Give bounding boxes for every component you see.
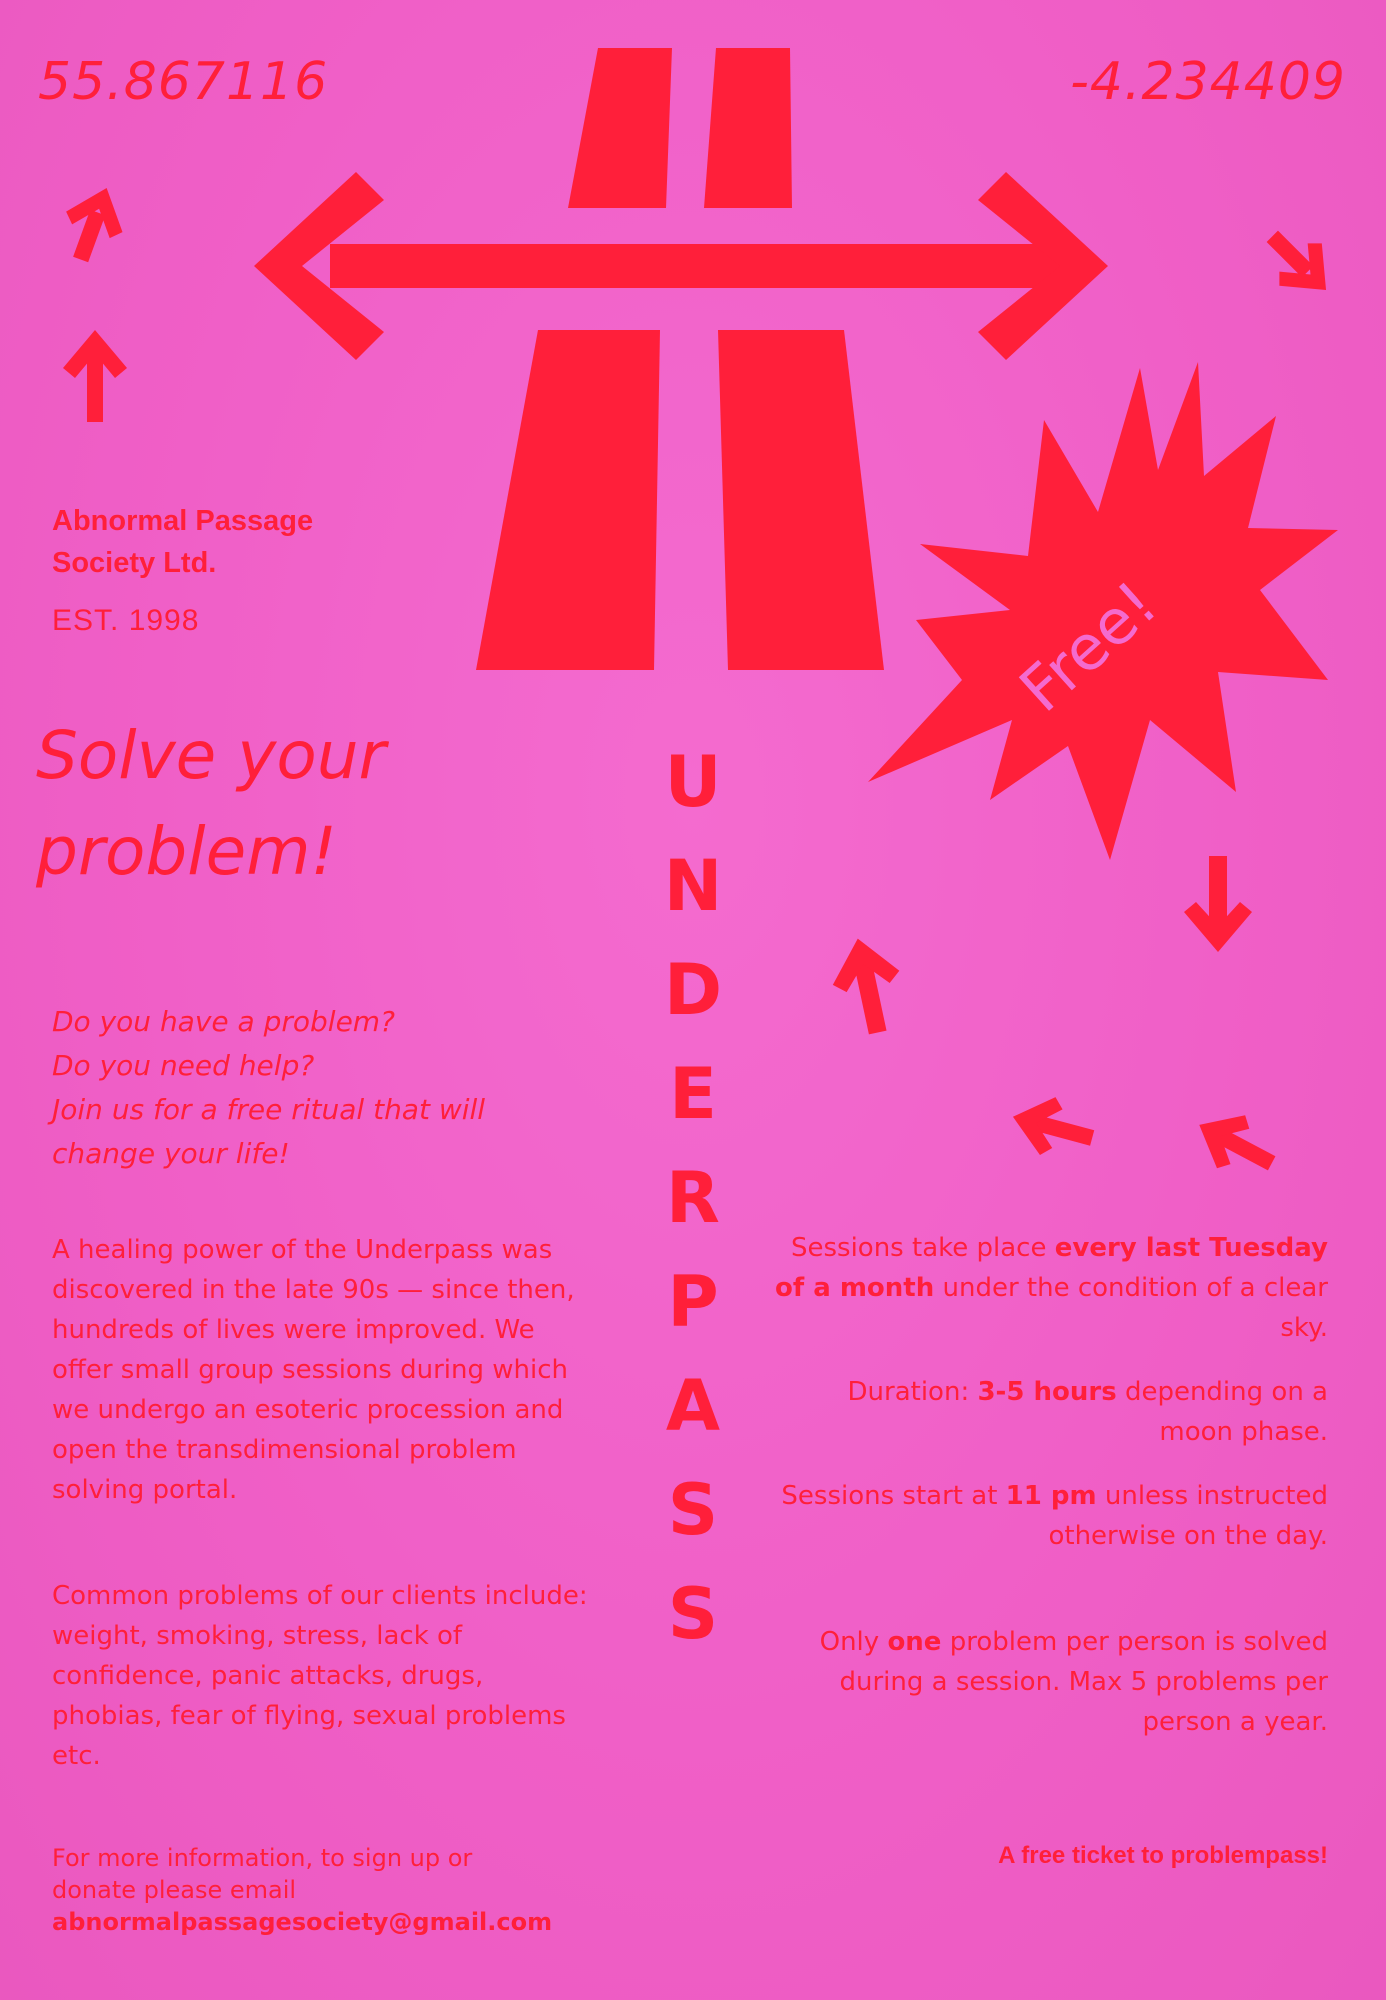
session-text: Sessions take place [790,1233,1055,1263]
session-emphasis: 3-5 hours [977,1377,1117,1407]
session-text: Duration: [847,1377,978,1407]
motorway-lane-top-right [704,48,792,208]
motorway-lane-top-left [568,48,672,208]
arrow-icon [63,330,127,422]
session-text: problem per person is solved during a session. Max 5 problems per person a year. [839,1627,1328,1737]
session-schedule [768,1228,1328,1348]
session-text: Only [819,1627,888,1657]
organization-line-1: Abnormal Passage [52,505,314,537]
vertical-letter: R [666,1157,720,1239]
arrow-icon [52,178,134,270]
latitude-text: 55.867116 [38,52,329,112]
arrow-icon [825,932,911,1040]
motorway-lane-bottom-left [476,330,660,670]
tagline: A free ticket to problempass! [998,1842,1328,1869]
question-line: Join us for a free ritual that will [52,1093,486,1126]
vertical-letter: P [667,1261,719,1343]
session-start-time [768,1476,1328,1556]
organization-name [52,500,313,584]
headline [36,708,596,900]
contact-block [52,1842,552,1938]
session-duration [768,1372,1328,1452]
double-arrow-icon [254,172,1108,360]
vertical-letter: E [669,1053,717,1135]
arrow-icon [1185,1098,1286,1189]
established-text: EST. 1998 [52,604,200,637]
body-paragraph-2: Common problems of our clients include: weight, smoking, stress, lack of confidence, panic attacks, drugs, phobias, fear of flying, sexual problems etc. [52,1581,588,1771]
session-emphasis: 11 pm [1005,1481,1097,1511]
question-line: Do you have a problem? [52,1005,395,1038]
vertical-underpass-word [648,730,738,1666]
session-emphasis: one [887,1627,942,1657]
headline-line-2: problem! [36,813,337,890]
longitude-text: -4.234409 [1070,52,1346,112]
vertical-letter: D [663,949,723,1031]
arrow-icon [1251,215,1347,311]
vertical-letter: A [665,1365,721,1447]
session-limit [768,1622,1328,1742]
session-text: depending on a moon phase. [1116,1377,1328,1447]
arrow-icon [1184,856,1252,952]
contact-email[interactable]: abnormalpassagesociety@gmail.com [52,1908,553,1936]
session-emphasis: every last Tuesday of a month [775,1233,1328,1303]
session-text: under the condition of a clear sky. [934,1273,1328,1343]
vertical-letter: U [664,741,722,823]
arrow-icon [1005,1088,1100,1167]
free-burst-label: Free! [1005,567,1171,726]
session-text: Sessions start at [781,1481,1006,1511]
vertical-letter: S [667,1469,719,1551]
body-paragraph-1: A healing power of the Underpass was discovered in the late 90s — since then, hundreds of lives were improved. We offer small group sessions during which we undergo an esoteric procession and open the transdimensional problem solving portal. [52,1235,575,1505]
contact-line-2: donate please email [52,1876,297,1904]
session-text: unless instructed otherwise on the day. [1048,1481,1328,1551]
organization-line-2: Society Ltd. [52,547,217,579]
contact-line-1: For more information, to sign up or [52,1844,473,1872]
headline-line-1: Solve your [36,717,386,794]
question-line: Do you need help? [52,1049,315,1082]
vertical-letter: S [667,1573,719,1655]
motorway-lane-bottom-right [718,330,884,670]
vertical-letter: N [663,845,723,927]
questions-block [52,1000,485,1176]
question-line: change your life! [52,1137,290,1170]
